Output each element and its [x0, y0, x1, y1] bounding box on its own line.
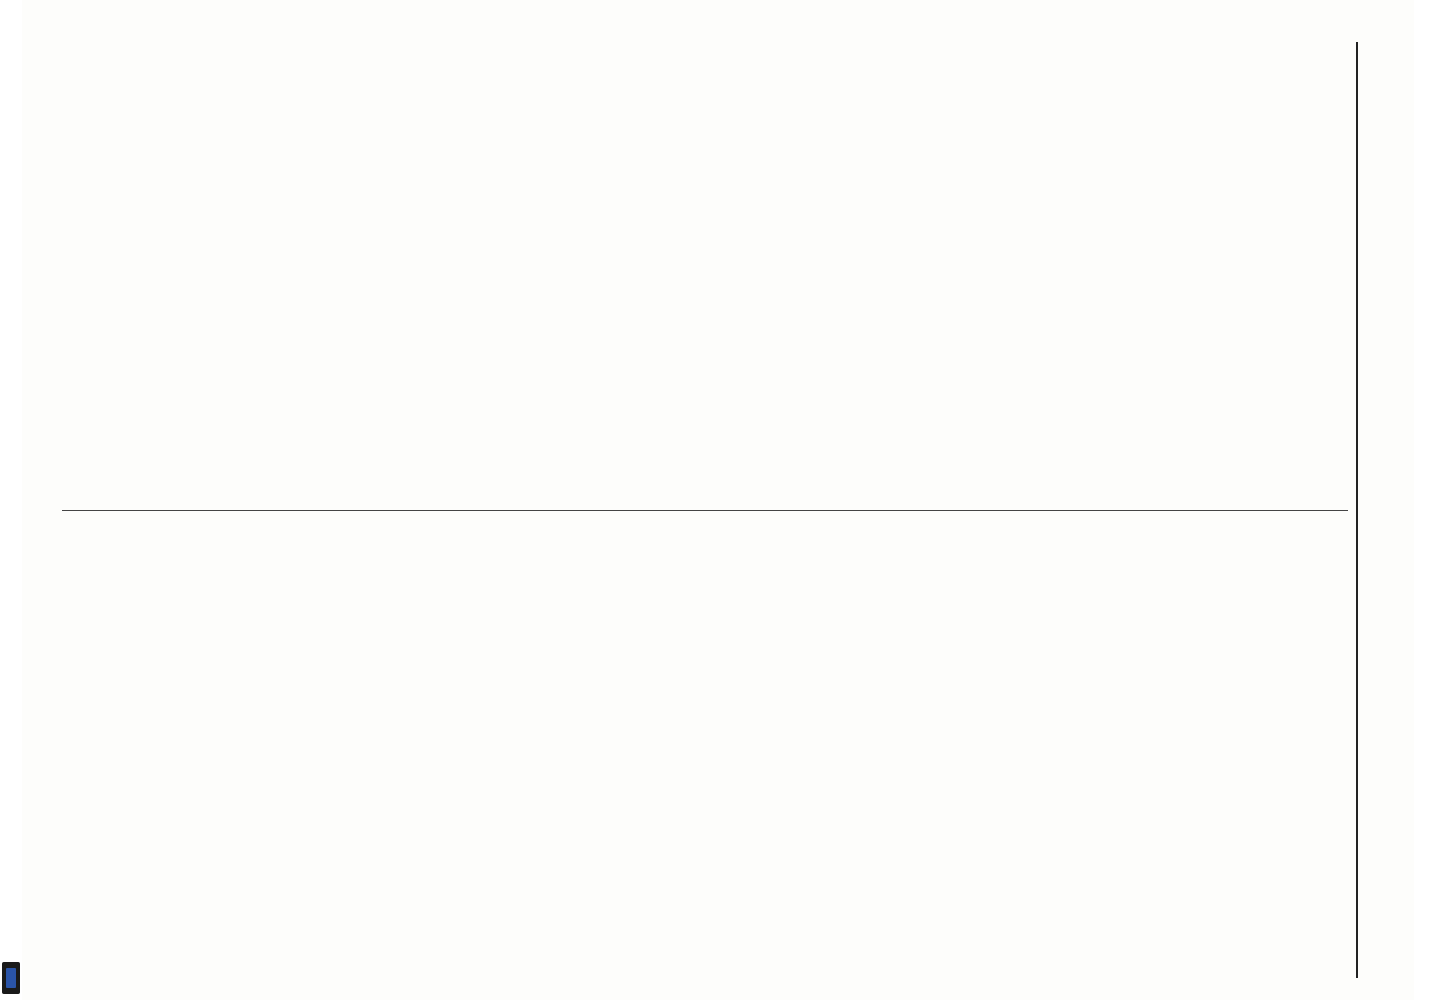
page-header: [1356, 42, 1392, 978]
column-divider: [62, 510, 1348, 511]
dfg-logo-icon: [2, 962, 20, 994]
rotated-page-content: [22, 0, 1414, 1000]
right-column: [62, 529, 1348, 979]
left-column: [62, 42, 1348, 492]
digitization-note: [0, 0, 22, 1000]
text-columns: [62, 42, 1348, 978]
scanned-page: [22, 0, 1414, 1000]
